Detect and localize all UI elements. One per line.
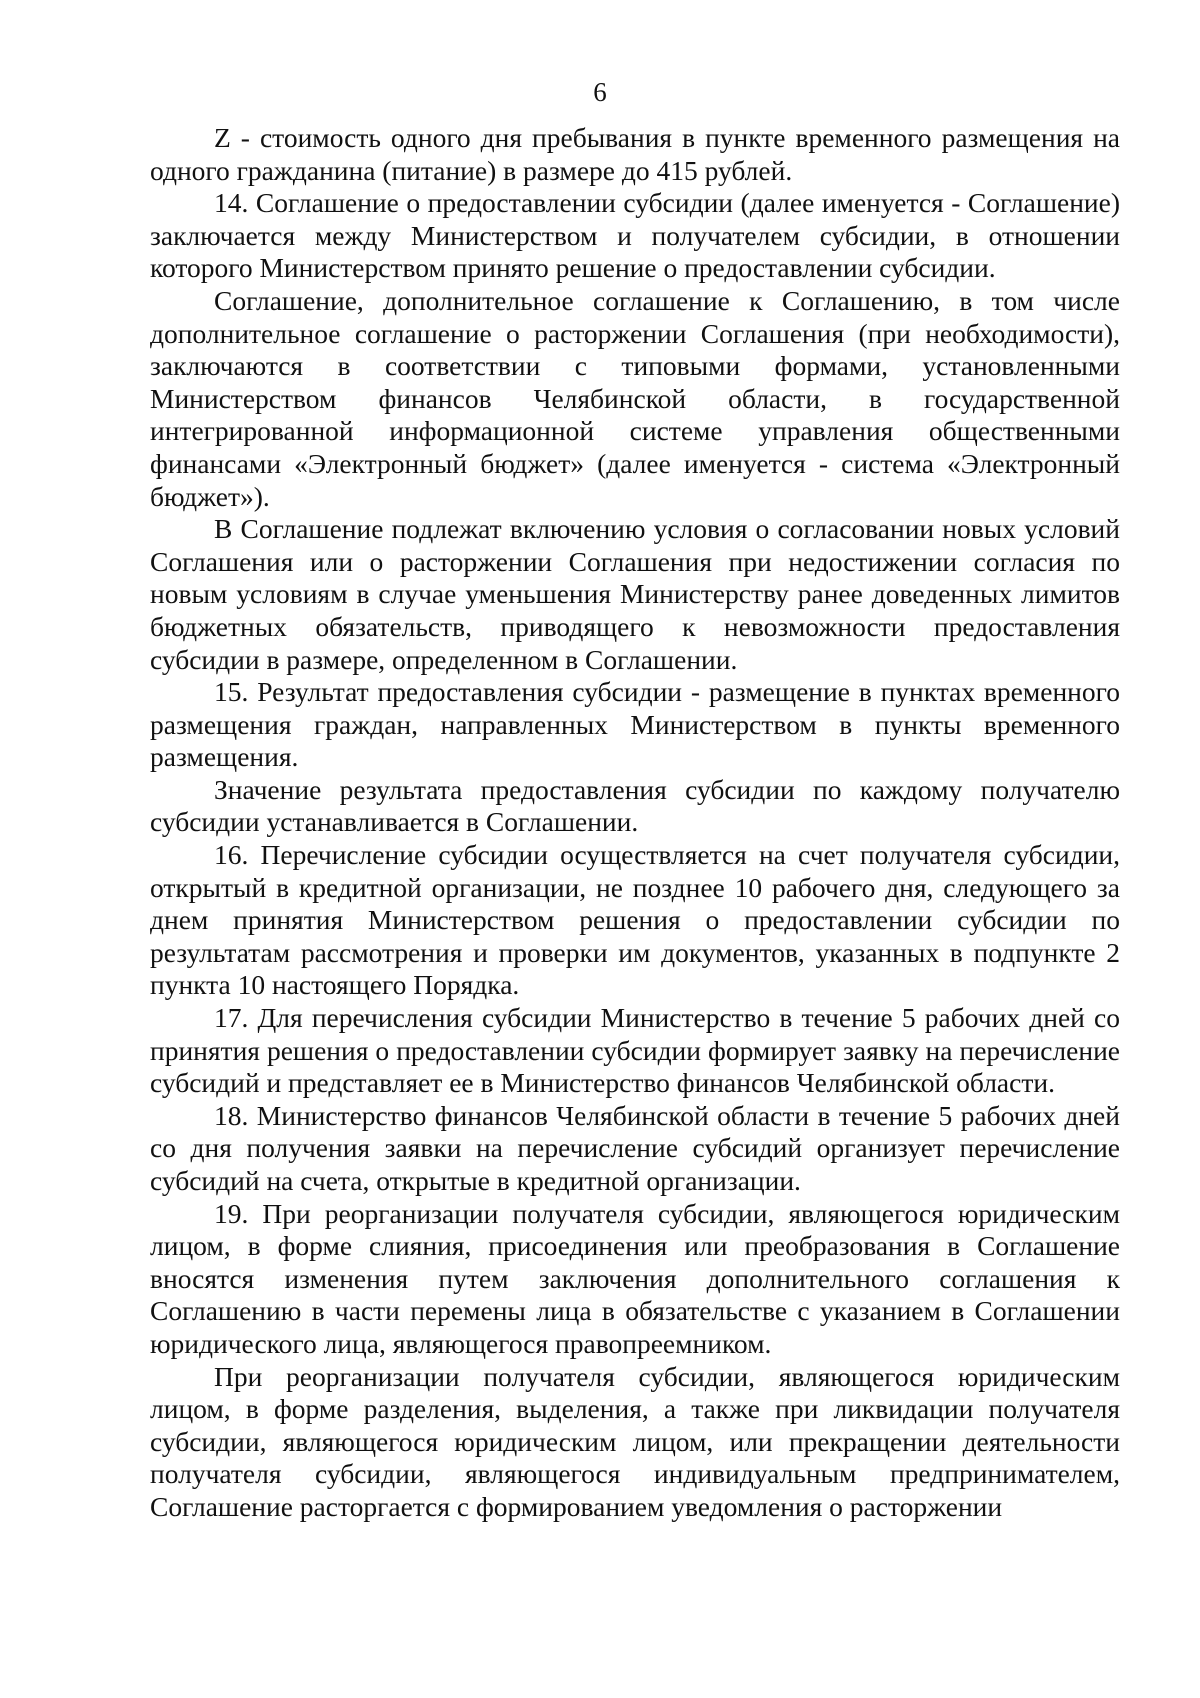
page-number: 6	[593, 77, 607, 107]
paragraph-14-agreement-conditions: В Соглашение подлежат включению условия о согласовании новых условий Соглашения или о расторжении Соглашения при недостижении согласия по новым условиям в случае уменьшения Министерству ранее доведенных лимитов бюджетных обязательств, приводящего к невозможности предоставления субсидии в размере, определенном в Соглашении.	[150, 513, 1120, 675]
paragraph-16: 16. Перечисление субсидии осуществляется на счет получателя субсидии, открытый в кредитной организации, не позднее 10 рабочего дня, следующего за днем принятия Министерством решения о предоставлении субсидии по результатам рассмотрения и проверки им документов, указанных в подпункте 2 пункта 10 настоящего Порядка.	[150, 839, 1120, 1001]
document-body	[150, 122, 1120, 1524]
paragraph-15: 15. Результат предоставления субсидии - размещение в пунктах временного размещения граждан, направленных Министерством в пункты временного размещения.	[150, 676, 1120, 773]
paragraph-19: 19. При реорганизации получателя субсидии, являющегося юридическим лицом, в форме слияния, присоединения или преобразования в Соглашение вносятся изменения путем заключения дополнительного соглашения к Соглашению в части перемены лица в обязательстве с указанием в Соглашении юридического лица, являющегося правопреемником.	[150, 1197, 1120, 1359]
paragraph-z-definition: Z - стоимость одного дня пребывания в пункте временного размещения на одного гражданина (питание) в размере до 415 рублей.	[150, 122, 1120, 186]
paragraph-14: 14. Соглашение о предоставлении субсидии (далее именуется - Соглашение) заключается между Министерством и получателем субсидии, в отношении которого Министерством принято решение о предоставлении субсидии.	[150, 187, 1120, 284]
paragraph-14-agreement-forms: Соглашение, дополнительное соглашение к Соглашению, в том числе дополнительное соглашение о расторжении Соглашения (при необходимости), заключаются в соответствии с типовыми формами, установленными Министерством финансов Челябинской области, в государственной интегрированной информационной системе управления общественными финансами «Электронный бюджет» (далее именуется - система «Электронный бюджет»).	[150, 284, 1120, 512]
paragraph-19-reorganization: При реорганизации получателя субсидии, являющегося юридическим лицом, в форме разделения, выделения, а также при ликвидации получателя субсидии, являющегося юридическим лицом, или прекращении деятельности получателя субсидии, являющегося индивидуальным предпринимателем, Соглашение расторгается с формированием уведомления о расторжении	[150, 1360, 1120, 1522]
paragraph-17: 17. Для перечисления субсидии Министерство в течение 5 рабочих дней со принятия решения о предоставлении субсидии формирует заявку на перечисление субсидий и представляет ее в Министерство финансов Челябинской области.	[150, 1002, 1120, 1099]
paragraph-15-result-value: Значение результата предоставления субсидии по каждому получателю субсидии устанавливается в Соглашении.	[150, 773, 1120, 838]
paragraph-18: 18. Министерство финансов Челябинской области в течение 5 рабочих дней со дня получения заявки на перечисление субсидий организует перечисление субсидий на счета, открытые в кредитной организации.	[150, 1099, 1120, 1196]
